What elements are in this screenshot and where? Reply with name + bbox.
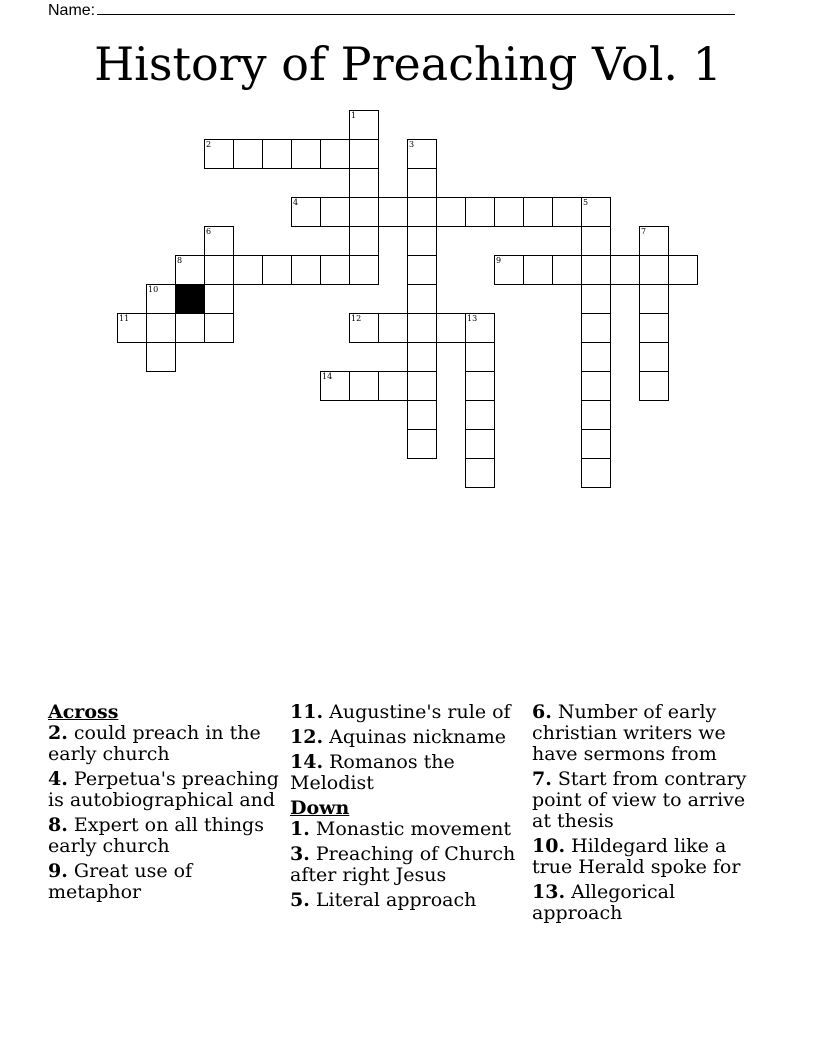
clue-down-13: 13. Allegorical approach	[532, 881, 676, 924]
grid-cell[interactable]	[349, 139, 379, 169]
grid-cell[interactable]	[349, 226, 379, 256]
grid-cell[interactable]	[494, 255, 524, 285]
clue-number: 3	[409, 140, 415, 149]
grid-cell[interactable]	[233, 139, 263, 169]
grid-cell[interactable]	[407, 255, 437, 285]
clue-down-7: 7. Start from contrary point of view to arrive at thesis	[532, 768, 747, 832]
clue-across-12: 12. Aquinas nickname	[290, 726, 506, 748]
grid-cell[interactable]	[204, 313, 234, 343]
clue-down-1: 1. Monastic movement	[290, 818, 512, 840]
grid-cell[interactable]	[378, 197, 408, 227]
grid-cell[interactable]	[146, 313, 176, 343]
grid-cell[interactable]	[378, 371, 408, 401]
grid-cell[interactable]	[262, 255, 292, 285]
clue-number: 14	[322, 372, 333, 381]
grid-cell[interactable]	[465, 429, 495, 459]
grid-cell[interactable]	[262, 139, 292, 169]
grid-cell[interactable]	[146, 342, 176, 372]
grid-cell[interactable]	[407, 400, 437, 430]
grid-cell[interactable]	[581, 458, 611, 488]
grid-cell[interactable]	[494, 197, 524, 227]
down-header: Down	[290, 797, 350, 819]
grid-cell[interactable]	[407, 429, 437, 459]
page-title: History of Preaching Vol. 1	[94, 37, 722, 91]
grid-cell[interactable]	[349, 255, 379, 285]
clue-across-11: 11. Augustine's rule of	[290, 701, 511, 723]
clue-down-10: 10. Hildegard like a true Herald spoke for	[532, 835, 741, 878]
grid-cell[interactable]	[523, 197, 553, 227]
grid-cell[interactable]	[465, 313, 495, 343]
clue-number: 11	[119, 314, 130, 323]
grid-cell[interactable]	[320, 371, 350, 401]
clue-across-4: 4. Perpetua's preaching is autobiographical and	[48, 768, 279, 811]
grid-cell[interactable]	[552, 197, 582, 227]
grid-cell[interactable]	[204, 255, 234, 285]
grid-cell[interactable]	[639, 371, 669, 401]
grid-cell[interactable]	[291, 197, 321, 227]
grid-cell[interactable]	[407, 197, 437, 227]
clue-number: 1	[351, 111, 357, 120]
clue-number: 9	[496, 256, 502, 265]
clue-across-9: 9. Great use of metaphor	[48, 860, 193, 903]
clue-across-8: 8. Expert on all things early church	[48, 814, 264, 857]
grid-cell[interactable]	[639, 255, 669, 285]
across-header: Across	[48, 701, 119, 723]
grid-cell[interactable]	[581, 226, 611, 256]
clue-number: 5	[583, 198, 589, 207]
grid-cell[interactable]	[291, 255, 321, 285]
grid-cell[interactable]	[436, 197, 466, 227]
clue-down-3: 3. Preaching of Church after right Jesus	[290, 843, 516, 886]
grid-cell[interactable]	[146, 284, 176, 314]
grid-cell[interactable]	[639, 226, 669, 256]
clues-column-1	[48, 702, 288, 907]
grid-cell[interactable]	[465, 458, 495, 488]
clue-across-14: 14. Romanos the Melodist	[290, 751, 455, 794]
grid-cell[interactable]	[320, 255, 350, 285]
grid-cell[interactable]	[552, 255, 582, 285]
clue-down-5: 5. Literal approach	[290, 889, 477, 911]
clue-number: 7	[641, 227, 647, 236]
grid-cell[interactable]	[407, 226, 437, 256]
grid-cell[interactable]	[349, 110, 379, 140]
grid-cell[interactable]	[175, 255, 205, 285]
grid-cell[interactable]	[117, 313, 147, 343]
grid-cell[interactable]	[349, 313, 379, 343]
grid-cell[interactable]	[465, 371, 495, 401]
clue-number: 6	[206, 227, 212, 236]
grid-cell[interactable]	[291, 139, 321, 169]
grid-cell[interactable]	[581, 197, 611, 227]
grid-cell[interactable]	[204, 139, 234, 169]
grid-cell[interactable]	[465, 197, 495, 227]
grid-cell[interactable]	[465, 400, 495, 430]
grid-cell[interactable]	[320, 139, 350, 169]
grid-cell[interactable]	[581, 313, 611, 343]
grid-cell[interactable]	[639, 313, 669, 343]
crossword-grid	[0, 0, 816, 520]
clues-column-2	[290, 702, 530, 915]
grid-cell[interactable]	[320, 197, 350, 227]
clue-down-6: 6. Number of early christian writers we have sermons from	[532, 701, 726, 765]
grid-cell[interactable]	[523, 255, 553, 285]
clues-column-3	[532, 702, 762, 928]
clue-number: 10	[148, 285, 159, 294]
clue-number: 12	[351, 314, 362, 323]
grid-cell[interactable]	[407, 342, 437, 372]
grid-cell[interactable]	[349, 168, 379, 198]
grid-cell[interactable]	[465, 342, 495, 372]
grid-cell[interactable]	[204, 226, 234, 256]
grid-cell[interactable]	[349, 197, 379, 227]
grid-cell[interactable]	[581, 429, 611, 459]
clue-number: 8	[177, 256, 183, 265]
grid-cell[interactable]	[581, 400, 611, 430]
grid-cell[interactable]	[581, 284, 611, 314]
grid-cell[interactable]	[407, 139, 437, 169]
grid-cell[interactable]	[407, 284, 437, 314]
grid-cell[interactable]	[378, 313, 408, 343]
clue-across-2: 2. could preach in the early church	[48, 722, 261, 765]
grid-cell[interactable]	[581, 255, 611, 285]
grid-cell[interactable]	[639, 284, 669, 314]
grid-cell[interactable]	[610, 255, 640, 285]
grid-cell[interactable]	[407, 313, 437, 343]
name-label: Name:	[48, 2, 96, 19]
black-square	[175, 284, 205, 314]
grid-cell[interactable]	[639, 342, 669, 372]
grid-cell[interactable]	[349, 371, 379, 401]
grid-cell[interactable]	[407, 371, 437, 401]
clue-number: 4	[293, 198, 299, 207]
grid-cell[interactable]	[233, 255, 263, 285]
grid-cell[interactable]	[668, 255, 698, 285]
grid-cell[interactable]	[407, 168, 437, 198]
grid-cell[interactable]	[436, 313, 466, 343]
grid-cell[interactable]	[175, 313, 205, 343]
clue-number: 2	[206, 140, 212, 149]
grid-cell[interactable]	[204, 284, 234, 314]
grid-cell[interactable]	[581, 342, 611, 372]
clue-number: 13	[467, 314, 478, 323]
grid-cell[interactable]	[581, 371, 611, 401]
